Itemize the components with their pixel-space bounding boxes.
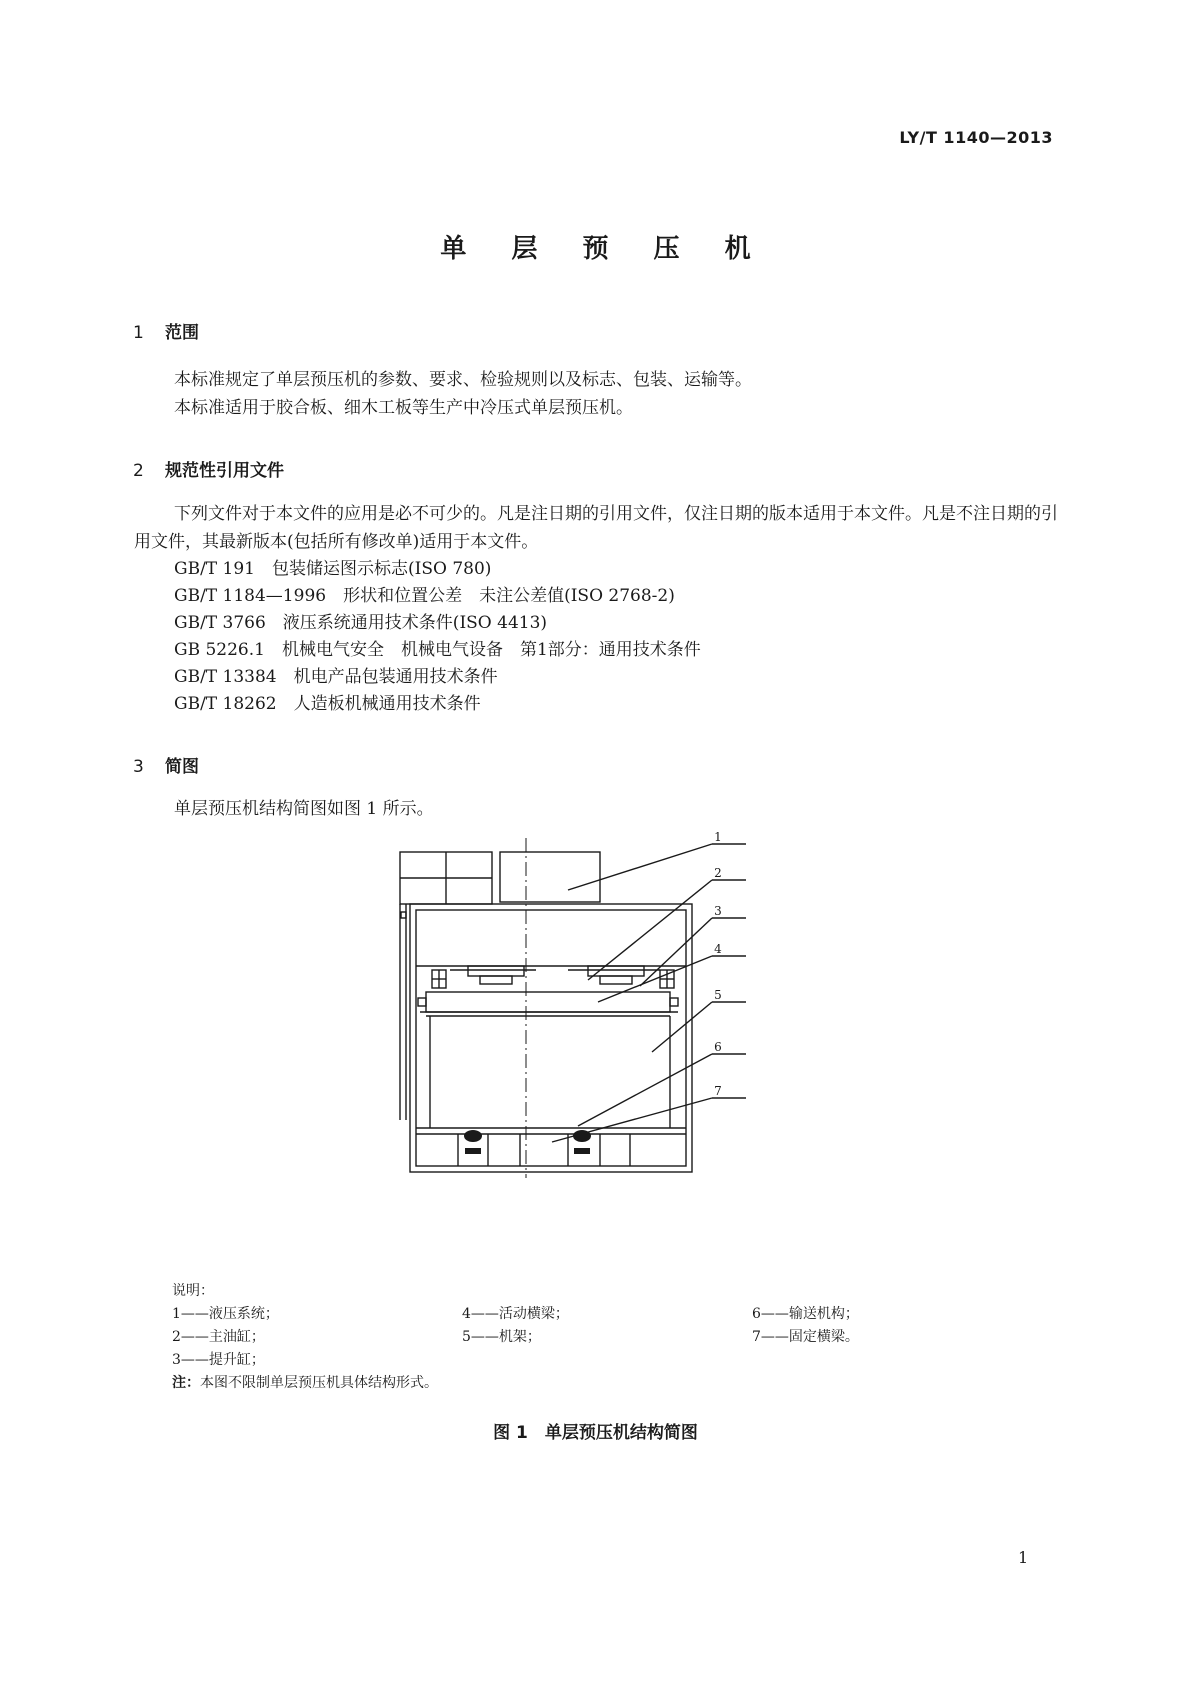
section-2-intro: 下列文件对于本文件的应用是必不可少的。凡是注日期的引用文件，仅注日期的版本适用于本文件。凡是不注日期的引用文件，其最新版本(包括所有修改单)适用于本文件。 bbox=[134, 504, 1058, 552]
section-3-paragraph: 单层预压机结构简图如图 1 所示。 bbox=[174, 799, 434, 819]
reference-item: GB/T 3766 液压系统通用技术条件(ISO 4413) bbox=[174, 613, 548, 633]
legend-item: 3——提升缸； bbox=[172, 1352, 265, 1368]
section-1-heading bbox=[133, 318, 199, 343]
legend-item: 1——液压系统； bbox=[172, 1306, 279, 1322]
callout-7: 7 bbox=[714, 1084, 722, 1098]
reference-item: GB/T 191 包装储运图示标志(ISO 780) bbox=[174, 559, 492, 579]
reference-item: GB 5226.1 机械电气安全 机械电气设备 第1部分：通用技术条件 bbox=[174, 640, 701, 660]
legend-item: 6——输送机构； bbox=[752, 1306, 859, 1322]
legend-item: 5——机架； bbox=[462, 1329, 541, 1345]
legend-title: 说明： bbox=[172, 1283, 214, 1299]
figure-note bbox=[172, 1372, 438, 1395]
moving-beam bbox=[426, 992, 670, 1012]
callout-2: 2 bbox=[714, 866, 722, 880]
callout-1: 1 bbox=[714, 830, 722, 844]
legend-item: 7——固定横梁。 bbox=[752, 1329, 859, 1345]
standard-code: LY/T 1140—2013 bbox=[899, 128, 1053, 147]
note-text: 本图不限制单层预压机具体结构形式。 bbox=[200, 1375, 438, 1391]
section-1-paragraph-2: 本标准适用于胶合板、细木工板等生产中冷压式单层预压机。 bbox=[174, 398, 633, 418]
press-frame bbox=[410, 904, 692, 1172]
callout-4: 4 bbox=[714, 942, 722, 956]
hydraulic-tank bbox=[500, 852, 600, 902]
reference-item: GB/T 13384 机电产品包装通用技术条件 bbox=[174, 667, 498, 687]
section-title: 简图 bbox=[165, 757, 199, 777]
legend-item: 4——活动横梁； bbox=[462, 1306, 569, 1322]
section-number: 1 bbox=[133, 323, 144, 343]
section-3-heading bbox=[133, 752, 199, 777]
reference-item: GB/T 1184—1996 形状和位置公差 未注公差值(ISO 2768-2) bbox=[174, 586, 675, 606]
callout-6: 6 bbox=[714, 1040, 722, 1054]
section-title: 范围 bbox=[165, 323, 199, 343]
document-title: 单 层 预 压 机 bbox=[440, 234, 769, 264]
callout-5: 5 bbox=[714, 988, 722, 1002]
section-1-paragraph-1: 本标准规定了单层预压机的参数、要求、检验规则以及标志、包装、运输等。 bbox=[174, 370, 752, 390]
page-number: 1 bbox=[1018, 1548, 1029, 1567]
callout-3: 3 bbox=[714, 904, 722, 918]
reference-item: GB/T 18262 人造板机械通用技术条件 bbox=[174, 694, 481, 714]
section-2-heading bbox=[133, 456, 284, 481]
note-label: 注： bbox=[172, 1375, 200, 1391]
legend-item: 2——主油缸； bbox=[172, 1329, 265, 1345]
section-number: 3 bbox=[133, 757, 144, 777]
section-title: 规范性引用文件 bbox=[165, 461, 284, 481]
press-schematic-figure bbox=[360, 830, 800, 1200]
figure-caption: 图 1 单层预压机结构简图 bbox=[493, 1423, 698, 1443]
section-number: 2 bbox=[133, 461, 144, 481]
